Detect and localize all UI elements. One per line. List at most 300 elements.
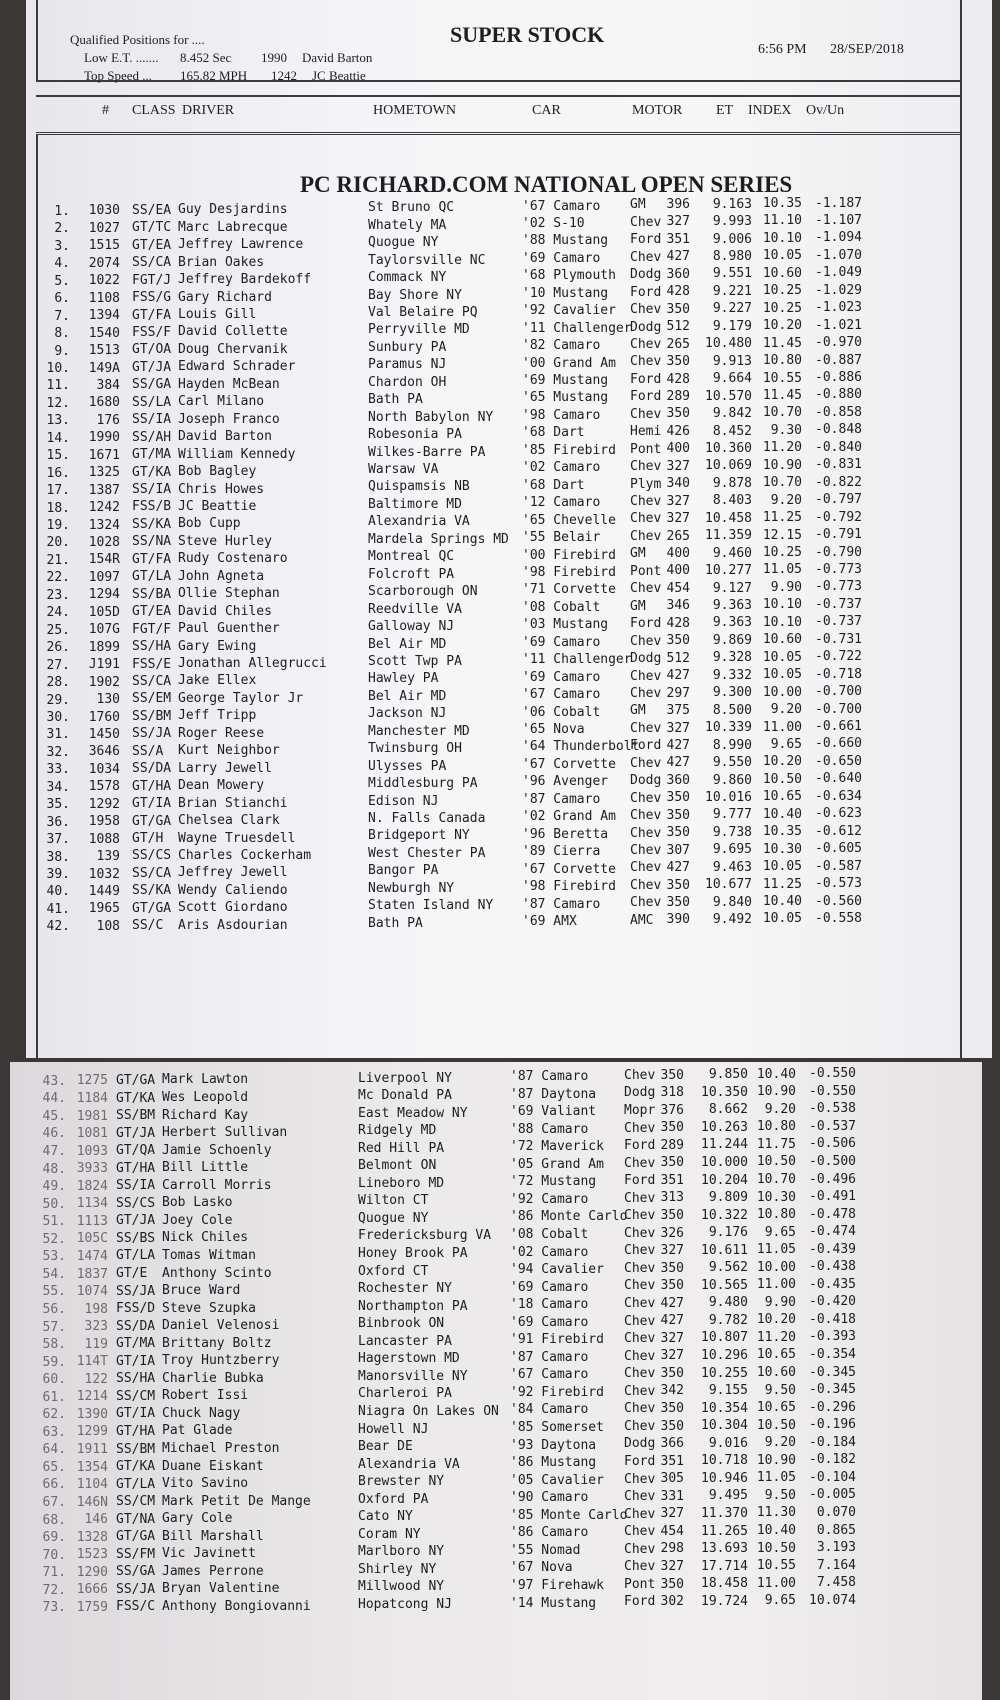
- result-motor: 390: [666, 912, 690, 928]
- result-position: 60.: [42, 1372, 66, 1388]
- result-car: '86 Monte Carlo: [510, 1209, 628, 1225]
- result-driver: Vito Savino: [162, 1476, 249, 1492]
- result-car: '00 Firebird: [522, 547, 616, 563]
- result-hometown: Northampton PA: [358, 1298, 468, 1314]
- result-hometown: Sunbury PA: [368, 339, 447, 355]
- result-over-under: -0.970: [815, 335, 862, 351]
- result-index: 11.00: [762, 719, 802, 735]
- result-driver: Aris Asdourian: [178, 917, 288, 933]
- result-over-under: 7.458: [816, 1575, 856, 1591]
- result-car-number: 1034: [88, 761, 120, 777]
- low-et-driver: David Barton: [302, 50, 373, 65]
- result-class: SS/GA: [116, 1564, 156, 1580]
- result-hometown: Hagerstown MD: [358, 1351, 460, 1367]
- result-motor: 265: [666, 336, 690, 352]
- result-et: 9.878: [712, 475, 752, 491]
- result-position: 31.: [46, 727, 70, 743]
- result-position: 56.: [42, 1301, 66, 1317]
- result-index: 10.60: [762, 632, 802, 648]
- result-car-number: 1981: [76, 1108, 108, 1124]
- result-motor: 350: [660, 1120, 684, 1136]
- result-position: 28.: [46, 675, 70, 691]
- result-driver: Bill Marshall: [162, 1528, 264, 1544]
- result-motor: 350: [666, 790, 690, 806]
- result-motor: 400: [666, 563, 690, 579]
- result-make: Chev: [624, 1418, 656, 1434]
- result-driver: Charlie Bubka: [162, 1370, 264, 1386]
- result-make: Chev: [624, 1471, 656, 1487]
- result-car: '02 Camaro: [510, 1244, 589, 1260]
- result-over-under: -0.840: [815, 439, 862, 455]
- result-hometown: Scott Twp PA: [368, 653, 462, 669]
- result-make: Chev: [624, 1559, 656, 1575]
- result-hometown: Manorsville NY: [358, 1368, 468, 1384]
- result-position: 8.: [54, 326, 70, 342]
- result-index: 9.20: [770, 492, 802, 508]
- result-make: GM: [630, 598, 646, 614]
- result-class: SS/CS: [116, 1195, 156, 1211]
- result-et: 9.016: [708, 1435, 748, 1451]
- result-position: 71.: [42, 1565, 66, 1581]
- result-et: 8.990: [712, 737, 752, 753]
- low-et-value: 8.452 Sec: [180, 50, 232, 65]
- result-et: 9.127: [712, 580, 752, 596]
- result-driver: Tomas Witman: [162, 1247, 256, 1263]
- result-driver: Herbert Sullivan: [162, 1125, 288, 1141]
- result-position: 65.: [42, 1459, 66, 1475]
- result-motor: 327: [660, 1348, 684, 1364]
- result-motor: 360: [666, 772, 690, 788]
- result-hometown: East Meadow NY: [358, 1105, 468, 1121]
- result-car: '69 AMX: [522, 913, 577, 929]
- result-motor: 289: [666, 388, 690, 404]
- result-hometown: Bel Air MD: [368, 636, 447, 652]
- result-car: '68 Plymouth: [522, 268, 616, 284]
- result-class: SS/IA: [116, 1178, 156, 1194]
- result-position: 38.: [46, 849, 70, 865]
- result-motor: 350: [660, 1418, 684, 1434]
- result-car: '08 Cobalt: [510, 1226, 589, 1242]
- result-car-number: 1275: [76, 1073, 108, 1089]
- result-make: Pont: [630, 563, 662, 579]
- result-make: Chev: [630, 581, 662, 597]
- top-speed-car-number: 1242: [271, 68, 297, 83]
- result-car-number: 2074: [88, 255, 120, 271]
- result-hometown: Galloway NJ: [368, 619, 455, 635]
- result-make: Dodg: [630, 319, 662, 335]
- result-driver: Troy Huntzberry: [162, 1353, 280, 1369]
- result-car-number: 1450: [88, 726, 120, 742]
- result-motor: 346: [666, 598, 690, 614]
- result-class: SS/CA: [132, 673, 172, 689]
- result-car-number: 1523: [76, 1547, 108, 1563]
- result-motor: 350: [666, 825, 690, 841]
- result-motor: 298: [660, 1541, 684, 1557]
- result-driver: Chris Howes: [178, 481, 265, 497]
- result-hometown: Shirley NY: [358, 1561, 437, 1577]
- result-over-under: -0.345: [809, 1382, 856, 1398]
- result-driver: Pat Glade: [162, 1423, 233, 1439]
- result-hometown: Whately MA: [368, 217, 447, 233]
- result-driver: David Collette: [178, 324, 288, 340]
- result-driver: Bob Cupp: [178, 516, 241, 532]
- result-motor: 350: [660, 1278, 684, 1294]
- result-index: 10.25: [762, 283, 802, 299]
- result-make: Chev: [630, 214, 662, 230]
- result-index: 10.55: [756, 1558, 796, 1574]
- result-car: '67 Corvette: [522, 756, 616, 772]
- result-et: 10.354: [701, 1400, 748, 1416]
- result-position: 18.: [46, 500, 70, 516]
- result-over-under: -0.474: [809, 1224, 856, 1240]
- result-et: 10.263: [701, 1119, 748, 1135]
- result-car: '06 Cobalt: [522, 704, 601, 720]
- result-motor: 428: [666, 371, 690, 387]
- result-car: '08 Cobalt: [522, 599, 601, 615]
- result-car-number: 1513: [88, 343, 120, 359]
- result-class: SS/FM: [116, 1546, 156, 1562]
- result-position: 34.: [46, 779, 70, 795]
- result-car: '64 Thunderbolt: [522, 739, 640, 755]
- result-hometown: Binbrook ON: [358, 1316, 445, 1332]
- result-driver: Chuck Nagy: [162, 1405, 241, 1421]
- result-driver: Steve Szupka: [162, 1300, 256, 1316]
- result-driver: Jeff Tripp: [178, 708, 257, 724]
- result-make: Chev: [630, 860, 662, 876]
- result-index: 10.35: [762, 824, 802, 840]
- result-over-under: -0.605: [815, 841, 862, 857]
- result-et: 9.163: [712, 196, 752, 212]
- result-position: 35.: [46, 797, 70, 813]
- result-position: 53.: [42, 1249, 66, 1265]
- result-make: Chev: [630, 668, 662, 684]
- result-et: 9.993: [712, 214, 752, 230]
- result-motor: 366: [660, 1436, 684, 1452]
- result-hometown: Staten Island NY: [368, 898, 494, 914]
- result-motor: 307: [666, 842, 690, 858]
- result-et: 10.458: [705, 510, 752, 526]
- result-hometown: Marlboro NY: [358, 1544, 445, 1560]
- result-hometown: Mardela Springs MD: [368, 531, 509, 547]
- result-position: 68.: [42, 1512, 66, 1528]
- result-car-number: 1027: [88, 220, 120, 236]
- result-index: 9.30: [770, 422, 802, 438]
- result-index: 10.70: [756, 1171, 796, 1187]
- result-over-under: -0.822: [815, 474, 862, 490]
- result-et: 10.565: [701, 1277, 748, 1293]
- result-driver: Dean Mowery: [178, 778, 265, 794]
- series-title: PC RICHARD.COM NATIONAL OPEN SERIES: [300, 172, 793, 197]
- result-index: 10.65: [756, 1400, 796, 1416]
- result-make: Chev: [624, 1506, 656, 1522]
- result-car: '69 Mustang: [522, 373, 609, 389]
- result-motor: 350: [666, 633, 690, 649]
- result-et: 9.176: [708, 1225, 748, 1241]
- result-car: '02 S-10: [522, 215, 585, 231]
- result-hometown: Taylorsville NC: [368, 252, 486, 268]
- result-position: 73.: [42, 1600, 66, 1616]
- result-make: Chev: [630, 755, 662, 771]
- result-make: Chev: [624, 1278, 656, 1294]
- result-class: GT/IA: [116, 1353, 156, 1369]
- result-over-under: -0.650: [815, 753, 862, 769]
- result-over-under: -1.107: [815, 212, 862, 228]
- result-over-under: -0.296: [809, 1399, 856, 1415]
- result-hometown: Bath PA: [368, 915, 423, 931]
- result-car: '85 Somerset: [510, 1420, 604, 1435]
- result-hometown: Montreal QC: [368, 549, 455, 565]
- result-motor: 350: [666, 301, 690, 317]
- result-driver: Mark Petit De Mange: [162, 1493, 311, 1509]
- result-make: Chev: [624, 1541, 656, 1557]
- result-class: SS/C: [132, 918, 164, 934]
- result-hometown: Bay Shore NY: [368, 287, 462, 303]
- result-class: FGT/J: [132, 272, 172, 288]
- result-car: '87 Camaro: [510, 1349, 589, 1365]
- result-index: 10.90: [756, 1084, 796, 1100]
- result-class: GT/GA: [116, 1072, 156, 1088]
- result-index: 10.40: [756, 1066, 796, 1082]
- result-driver: James Perrone: [162, 1563, 264, 1579]
- result-over-under: -0.587: [815, 858, 862, 874]
- result-over-under: -0.478: [809, 1206, 856, 1222]
- result-class: FSS/D: [116, 1301, 156, 1317]
- result-et: 10.322: [701, 1207, 748, 1223]
- result-driver: Roger Reese: [178, 725, 265, 741]
- result-car-number: 384: [96, 377, 120, 393]
- result-index: 10.60: [762, 265, 802, 281]
- result-position: 10.: [46, 360, 70, 376]
- result-index: 10.50: [762, 771, 802, 787]
- result-hometown: Bridgeport NY: [368, 828, 470, 844]
- result-driver: Anthony Scinto: [162, 1265, 272, 1281]
- result-position: 17.: [46, 483, 70, 499]
- result-class: GT/IA: [132, 796, 172, 812]
- result-driver: Jonathan Allegrucci: [178, 656, 327, 672]
- result-driver: Carroll Morris: [162, 1177, 272, 1193]
- result-et: 9.777: [712, 807, 752, 823]
- result-make: Ford: [630, 371, 662, 387]
- result-class: SS/EM: [132, 691, 172, 707]
- result-position: 4.: [54, 256, 70, 272]
- result-car: '69 Camaro: [510, 1314, 589, 1330]
- result-driver: Jeffrey Bardekoff: [178, 272, 312, 288]
- result-class: SS/CM: [116, 1388, 156, 1404]
- result-car-number: 1022: [88, 273, 120, 289]
- result-motor: 351: [660, 1172, 684, 1188]
- result-over-under: 0.865: [816, 1522, 856, 1538]
- result-car-number: 1097: [88, 569, 120, 585]
- result-et: 11.359: [705, 528, 752, 544]
- result-class: GT/HA: [116, 1160, 156, 1176]
- result-et: 9.913: [712, 353, 752, 369]
- result-et: 10.480: [705, 336, 752, 352]
- result-car: '05 Cavalier: [510, 1472, 604, 1488]
- result-car: '18 Camaro: [510, 1297, 589, 1313]
- result-index: 10.30: [762, 841, 802, 857]
- result-driver: Anthony Bongiovanni: [162, 1598, 311, 1614]
- result-et: 10.807: [701, 1330, 748, 1346]
- result-et: 10.255: [701, 1365, 748, 1381]
- result-car: '86 Mustang: [510, 1455, 597, 1471]
- result-car: '68 Dart: [522, 425, 585, 441]
- result-position: 54.: [42, 1266, 66, 1282]
- result-et: 10.611: [701, 1242, 748, 1258]
- result-et: 11.244: [701, 1137, 748, 1153]
- result-car: '96 Beretta: [522, 826, 609, 842]
- result-hometown: Edison NJ: [368, 793, 439, 809]
- result-position: 48.: [42, 1161, 66, 1177]
- result-class: FSS/B: [132, 499, 172, 515]
- result-over-under: -0.858: [815, 404, 862, 420]
- result-make: Chev: [630, 633, 662, 649]
- result-driver: Hayden McBean: [178, 376, 280, 392]
- result-et: 9.221: [712, 283, 752, 299]
- result-driver: Vic Javinett: [162, 1546, 256, 1562]
- result-index: 10.05: [762, 911, 802, 927]
- result-class: GT/E: [116, 1266, 148, 1281]
- result-car-number: 146: [84, 1512, 108, 1528]
- result-hometown: Rochester NY: [358, 1281, 452, 1297]
- result-car: '11 Challenger: [522, 652, 632, 668]
- result-car: '98 Camaro: [522, 407, 601, 423]
- result-hometown: Warsaw VA: [368, 462, 439, 477]
- result-index: 9.20: [764, 1101, 796, 1117]
- result-car-number: 1294: [88, 587, 120, 603]
- result-index: 9.90: [764, 1294, 796, 1310]
- result-car: '69 Valiant: [510, 1104, 597, 1120]
- result-position: 9.: [54, 343, 70, 359]
- result-car-number: 1474: [76, 1248, 108, 1264]
- result-index: 10.90: [762, 457, 802, 473]
- result-make: Chev: [630, 877, 662, 893]
- result-driver: Richard Kay: [162, 1107, 249, 1123]
- result-position: 52.: [42, 1231, 66, 1247]
- result-position: 32.: [46, 744, 70, 760]
- result-motor: 427: [660, 1313, 684, 1329]
- result-make: Ford: [624, 1138, 656, 1154]
- result-make: Ford: [630, 284, 662, 300]
- result-motor: 427: [666, 755, 690, 771]
- result-et: 9.809: [708, 1190, 748, 1206]
- result-driver: Brittany Boltz: [162, 1335, 272, 1351]
- result-et: 9.363: [712, 598, 752, 613]
- result-car-number: 154R: [88, 552, 120, 568]
- result-make: Chev: [630, 895, 662, 911]
- result-index: 10.40: [762, 806, 802, 822]
- result-over-under: -0.660: [815, 736, 862, 752]
- result-car-number: 107G: [88, 622, 120, 638]
- result-hometown: St Bruno QC: [368, 200, 455, 216]
- result-position: 12.: [46, 395, 70, 411]
- result-over-under: -0.435: [809, 1276, 856, 1292]
- result-car: '69 Camaro: [522, 634, 601, 650]
- result-car-number: 130: [96, 692, 120, 708]
- result-class: SS/EA: [132, 202, 172, 218]
- result-et: 9.006: [712, 231, 752, 247]
- result-car: '89 Cierra: [522, 844, 601, 860]
- result-index: 10.55: [762, 370, 802, 386]
- result-make: AMC: [630, 912, 654, 928]
- result-car-number: 1911: [76, 1442, 108, 1458]
- result-et: 10.000: [701, 1154, 748, 1170]
- result-hometown: Jackson NJ: [368, 706, 447, 722]
- result-class: GT/GA: [132, 900, 172, 916]
- result-car-number: 1134: [76, 1196, 108, 1212]
- result-et: 9.550: [712, 755, 752, 771]
- result-car: '88 Camaro: [510, 1121, 589, 1137]
- result-car: '97 Firehawk: [510, 1577, 604, 1593]
- result-car-number: 1902: [88, 674, 120, 690]
- result-motor: 305: [660, 1471, 684, 1487]
- result-et: 10.204: [701, 1172, 748, 1188]
- result-class: SS/HA: [116, 1371, 156, 1387]
- result-driver: Mark Lawton: [162, 1072, 249, 1088]
- result-et: 10.296: [701, 1348, 748, 1363]
- result-car: '82 Camaro: [522, 338, 601, 354]
- result-make: Ford: [624, 1173, 656, 1189]
- result-index: 11.05: [756, 1242, 796, 1258]
- result-car: '67 Camaro: [522, 198, 601, 214]
- result-over-under: -0.104: [809, 1469, 856, 1485]
- result-class: FSS/E: [132, 656, 172, 672]
- result-make: Dodg: [630, 651, 662, 667]
- result-class: GT/IA: [116, 1406, 156, 1422]
- result-car-number: 1515: [88, 238, 120, 254]
- result-et: 8.500: [712, 702, 752, 718]
- result-driver: Bill Little: [162, 1160, 249, 1176]
- result-index: 12.15: [762, 527, 802, 543]
- col-header-ovun: Ov/Un: [806, 103, 845, 118]
- result-index: 9.50: [764, 1382, 796, 1398]
- result-class: GT/QA: [116, 1143, 156, 1159]
- result-hometown: Quispamsis NB: [368, 479, 470, 495]
- result-hometown: Bath PA: [368, 392, 423, 408]
- result-class: SS/IA: [132, 482, 172, 498]
- result-car-number: 1292: [88, 796, 120, 812]
- qualified-title: Qualified Positions for ....: [70, 32, 205, 47]
- result-make: Chev: [624, 1243, 656, 1259]
- result-class: GT/HA: [116, 1423, 156, 1439]
- result-car-number: 1299: [76, 1424, 108, 1440]
- result-et: 10.570: [705, 388, 752, 404]
- result-car-number: 1030: [88, 203, 120, 219]
- result-motor: 342: [660, 1383, 684, 1399]
- result-over-under: 7.164: [816, 1557, 856, 1573]
- result-car-number: 1387: [88, 482, 120, 498]
- result-et: 9.869: [712, 632, 752, 648]
- result-driver: Gary Richard: [178, 289, 272, 305]
- result-class: SS/DA: [116, 1318, 156, 1334]
- result-car: '05 Grand Am: [510, 1156, 604, 1172]
- result-car-number: 1032: [88, 866, 120, 882]
- result-index: 10.70: [762, 475, 802, 491]
- result-class: SS/KA: [132, 883, 172, 899]
- result-et: 9.738: [712, 824, 752, 840]
- result-position: 2.: [54, 221, 70, 237]
- result-hometown: Perryville MD: [368, 322, 470, 338]
- result-driver: Jeffrey Lawrence: [178, 237, 304, 253]
- result-position: 36.: [46, 814, 70, 830]
- result-et: 10.350: [701, 1084, 748, 1100]
- result-et: 9.155: [708, 1383, 748, 1399]
- result-hometown: Folcroft PA: [368, 566, 455, 582]
- result-driver: Kurt Neighbor: [178, 743, 280, 759]
- result-over-under: -0.623: [815, 806, 862, 822]
- result-over-under: -0.797: [815, 492, 862, 508]
- result-driver: Jamie Schoenly: [162, 1142, 272, 1158]
- result-position: 24.: [46, 605, 70, 621]
